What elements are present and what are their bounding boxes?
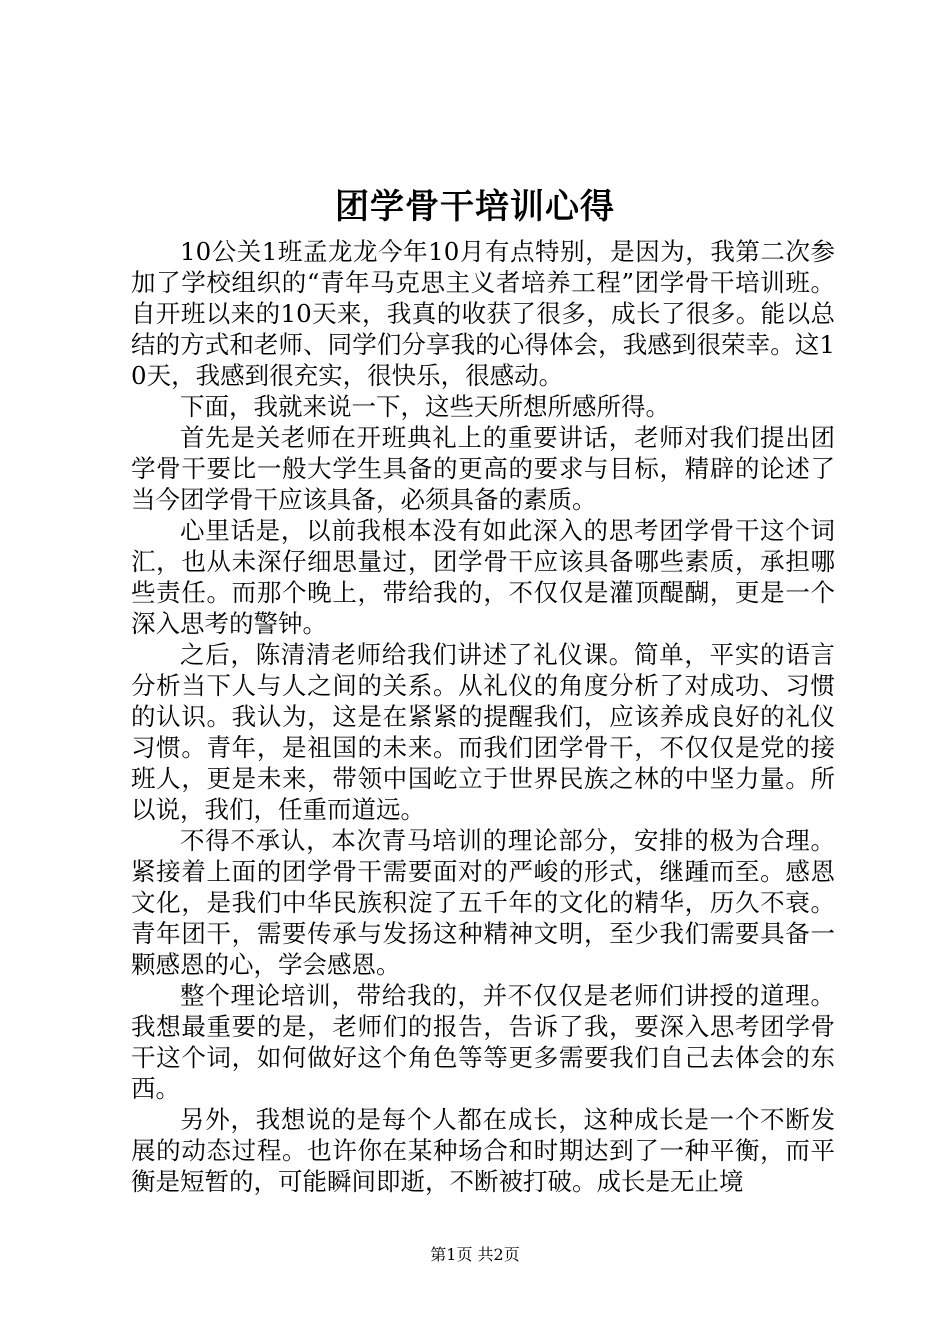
paragraph-7: 整个理论培训，带给我的，并不仅仅是老师们讲授的道理。我想最重要的是，老师们的报告，告诉了我，要深入思考团学骨干这个词，如何做好这个角色等等更多需要我们自己去体会的东西。 [131,981,835,1103]
paragraph-2: 下面，我就来说一下，这些天所想所感所得。 [180,392,670,421]
paragraph-1: 10公关1班孟龙龙今年10月有点特别，是因为，我第二次参加了学校组织的“青年马克思主义者培养工程”团学骨干培训班。自开班以来的10天来，我真的收获了很多，成长了很多。能以总结的方式和老师、同学们分享我的心得体会，我感到很荣幸。这10天，我感到很充实，很快乐，很感动。 [131,237,835,390]
paragraph-3: 首先是关老师在开班典礼上的重要讲话，老师对我们提出团学骨干要比一般大学生具备的更高的要求与目标，精辟的论述了当今团学骨干应该具备，必须具备的素质。 [131,423,835,514]
paragraph-5: 之后，陈清清老师给我们讲述了礼仪课。简单，平实的语言分析当下人与人之间的关系。从礼仪的角度分析了对成功、习惯的认识。我认为，这是在紧紧的提醒我们，应该养成良好的礼仪习惯。青年，是祖国的未来。而我们团学骨干，不仅仅是党的接班人，更是未来，带领中国屹立于世界民族之林的中坚力量。所以说，我们，任重而道远。 [131,640,835,824]
paragraph-6: 不得不承认，本次青马培训的理论部分，安排的极为合理。紧接着上面的团学骨干需要面对的严峻的形式，继踵而至。感恩文化，是我们中华民族积淀了五千年的文化的精华，历久不衰。青年团干，需要传承与发扬这种精神文明，至少我们需要具备一颗感恩的心，学会感恩。 [131,826,835,979]
document-body [131,236,835,1197]
document-title: 团学骨干培训心得 [335,187,615,227]
page-number-footer: 第1页 共2页 [430,1245,520,1264]
paragraph-8: 另外，我想说的是每个人都在成长，这种成长是一个不断发展的动态过程。也许你在某种场合和时期达到了一种平衡，而平衡是短暂的，可能瞬间即逝，不断被打破。成长是无止境 [131,1105,835,1196]
paragraph-4: 心里话是，以前我根本没有如此深入的思考团学骨干这个词汇，也从未深仔细思量过，团学骨干应该具备哪些素质，承担哪些责任。而那个晚上，带给我的，不仅仅是灌顶醍醐，更是一个深入思考的警钟。 [131,516,835,638]
